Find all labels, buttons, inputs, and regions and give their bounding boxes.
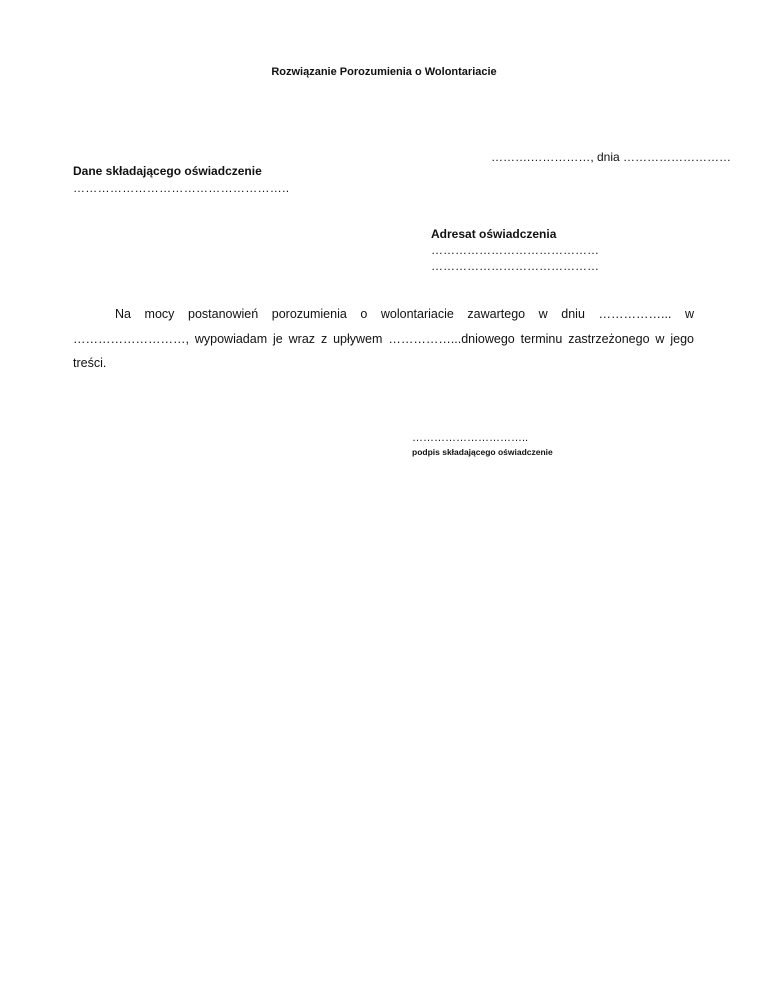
place-date-field: ……….……………, dnia ……………………… (491, 150, 732, 164)
sender-data-field: …………………………………………….. (73, 181, 290, 195)
signature-label: podpis składającego oświadczenie (412, 447, 553, 457)
sender-label: Dane składającego oświadczenie (73, 164, 262, 178)
document-title: Rozwiązanie Porozumienia o Wolontariacie (271, 66, 497, 78)
addressee-line-2: …………………………………… (431, 259, 599, 273)
addressee-line-1: …………………………………… (431, 243, 599, 257)
addressee-label: Adresat oświadczenia (431, 227, 557, 241)
signature-line: ………………………….. (412, 432, 529, 444)
declaration-paragraph (73, 302, 694, 376)
declaration-text: Na mocy postanowień porozumienia o wolontariacie zawartego w dniu ……………... w ………………………, wypowiadam je wraz z upływem ……………...dniowego terminu zastrzeżonego w jego treści. (73, 307, 694, 370)
